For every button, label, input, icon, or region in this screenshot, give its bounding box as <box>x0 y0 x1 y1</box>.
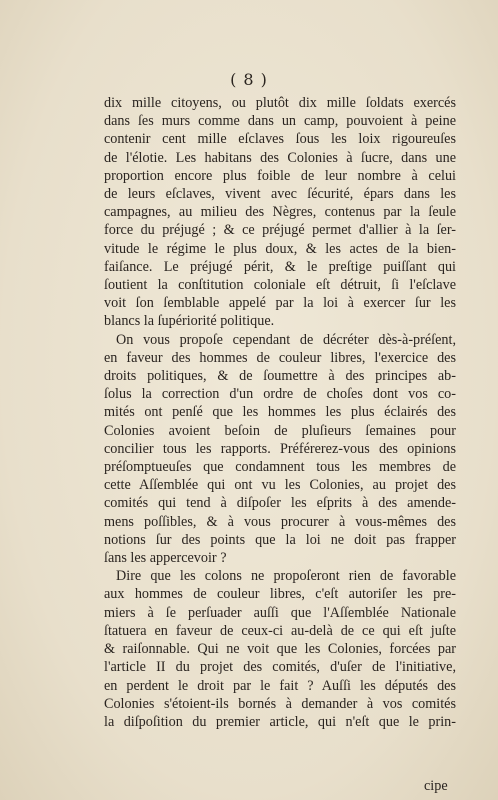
text-line: en perdent le droit par le fait ? Auſſi les députés des <box>104 677 456 694</box>
text-line: ſtatuera en faveur de ceux-ci au-delà de ce qui eſt juſte <box>104 622 456 639</box>
text-line: Colonies s'étoient-ils bornés à demander à vos comités <box>104 695 456 712</box>
text-line: préſomptueuſes que condamnent tous les membres de <box>104 459 456 476</box>
text-line: contenir cent mille eſclaves ſous les loix rigoureuſes <box>104 131 456 148</box>
text-line: vitude le régime le plus doux, & les actes de la bien- <box>104 240 456 257</box>
text-line: miers à ſe perſuader auſſi que l'Aſſemblée Nationale <box>104 604 456 621</box>
body-text <box>104 94 456 731</box>
text-line: de l'élotie. Les habitans des Colonies à ſucre, dans une <box>104 149 456 166</box>
text-line: dans ſes murs comme dans un camp, pouvoient à peine <box>104 113 456 130</box>
text-line: voit ſon ſemblable appelé par la loi à exercer ſur les <box>104 295 456 312</box>
text-line: ſolus la correction d'un ordre de choſes dont vos co- <box>104 386 456 403</box>
text-line: concilier tous les rapports. Préférerez-vous des opinions <box>104 440 456 457</box>
text-line: aux hommes de couleur libres, c'eſt autoriſer les pre- <box>104 586 456 603</box>
text-line: ſoutient la conſtitution coloniale eſt détruit, ſi l'eſclave <box>104 277 456 294</box>
text-line: comités qui tend à diſpoſer les eſprits à des amende- <box>104 495 456 512</box>
text-line: mens poſſibles, & à vous procurer à vous-mêmes des <box>104 513 456 530</box>
text-line: de leurs eſclaves, vivent avec ſécurité, épars dans les <box>104 186 456 203</box>
text-line: dix mille citoyens, ou plutôt dix mille ſoldats exercés <box>104 95 456 111</box>
text-line: On vous propoſe cependant de décréter dès-à-préſent, <box>116 331 456 348</box>
text-line: droits politiques, & de ſoumettre à des principes ab- <box>104 368 456 385</box>
text-line: la diſpoſition du premier article, qui n'eſt que le prin- <box>104 713 456 730</box>
catchword: cipe <box>424 778 448 794</box>
text-line: & raiſonnable. Qui ne voit que les Colonies, forcées par <box>104 641 456 658</box>
text-line: en faveur des hommes de couleur libres, l'exercice des <box>104 349 456 366</box>
text-line: cette Aſſemblée qui ont vu les Colonies, au projet des <box>104 477 456 494</box>
page-number: ( 8 ) <box>230 70 268 89</box>
text-line: ſans les appercevoir ? <box>104 550 227 567</box>
text-line: mités ont penſé que les hommes les plus éclairés des <box>104 404 456 421</box>
text-line: faiſance. Le préjugé périt, & le preſtige puiſſant qui <box>104 258 456 275</box>
text-line: force du préjugé ; & ce préjugé permet d'allier à la ſer- <box>104 222 456 239</box>
text-line: blancs la ſupériorité politique. <box>104 313 275 330</box>
text-line: notions ſur des points que la loi ne doit pas frapper <box>104 531 456 548</box>
text-line: Colonies avoient beſoin de pluſieurs ſemaines pour <box>104 422 456 439</box>
text-line: proportion encore plus foible de leur nombre à celui <box>104 167 456 184</box>
text-line: campagnes, au milieu des Nègres, contenus par la ſeule <box>104 204 456 221</box>
text-line: Dire que les colons ne propoſeront rien de favorable <box>116 568 456 585</box>
text-line: l'article II du projet des comités, d'uſer de l'initiative, <box>104 659 456 676</box>
